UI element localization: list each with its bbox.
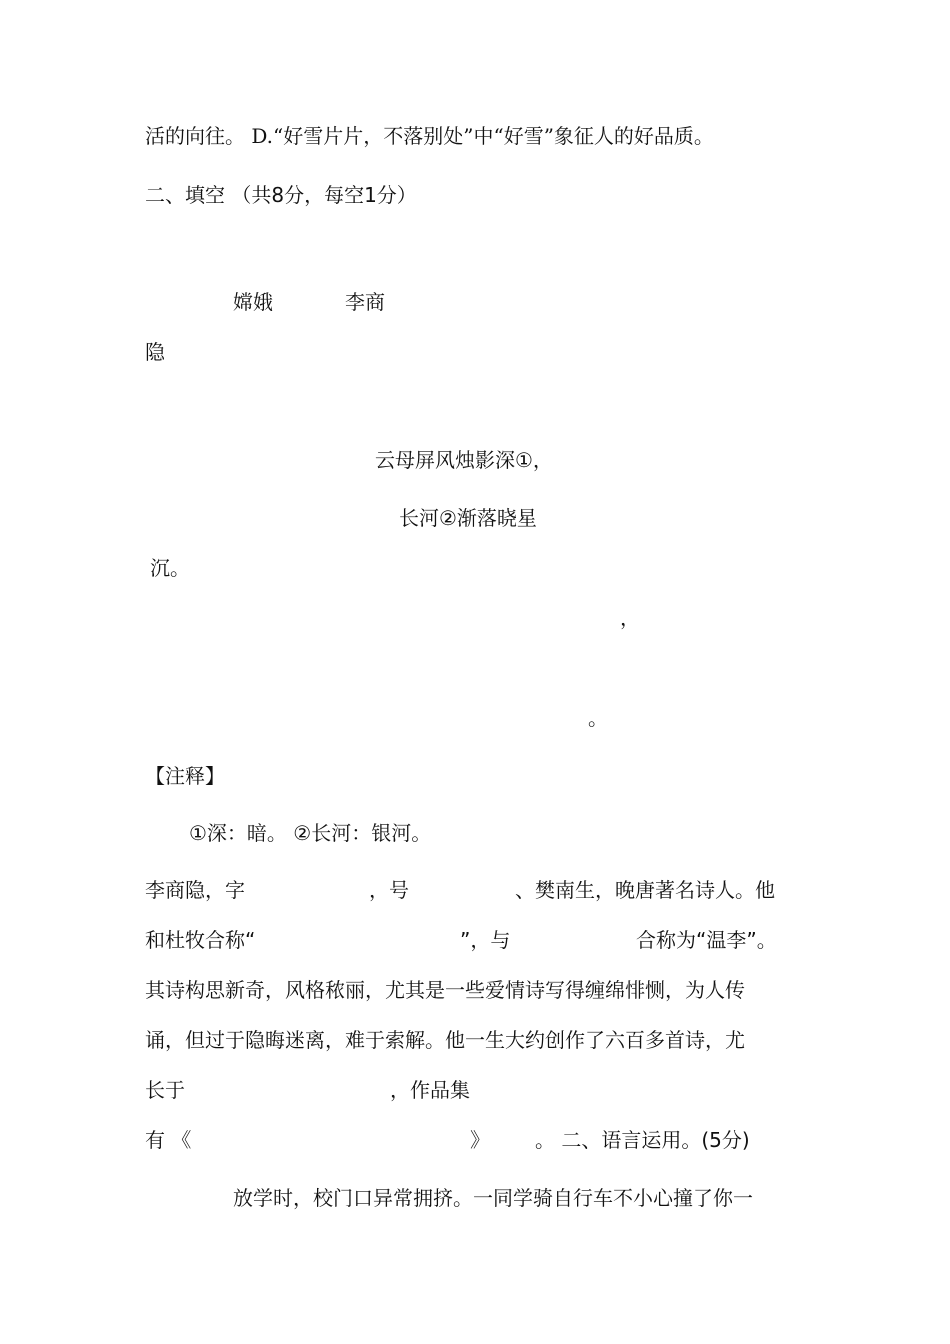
bio-line-1a: 李商隐，字 bbox=[145, 878, 245, 902]
poem-author-part-1: 李商 bbox=[345, 290, 385, 314]
notes-content: ①深：暗。 ②长河：银河。 bbox=[189, 821, 432, 845]
bio-line-3: 其诗构思新奇，风格秾丽，尤其是一些爱情诗写得缠绵悱恻，为人传 bbox=[145, 978, 745, 1002]
poem-title: 嫦娥 bbox=[233, 290, 273, 314]
poem-line-1: 云母屏风烛影深①， bbox=[375, 448, 553, 472]
bio-line-5b: ，作品集 bbox=[390, 1078, 470, 1102]
notes-heading: 【注释】 bbox=[145, 764, 225, 788]
bio-line-4: 诵，但过于隐晦迷离，难于索解。他一生大约创作了六百多首诗，尤 bbox=[145, 1028, 745, 1052]
text-line-option-d: 活的向往。 D.“好雪片片，不落别处”中“好雪”象征人的好品质。 bbox=[145, 124, 714, 148]
section-heading-fill-blank: 二、填空 （共8分，每空1分） bbox=[145, 183, 417, 207]
bio-line-1b: ，号 bbox=[369, 878, 409, 902]
poem-blank-comma: ， bbox=[620, 606, 640, 630]
poem-line-2: 长河②渐落晓星 bbox=[399, 506, 537, 530]
poem-blank-period: 。 bbox=[588, 706, 608, 730]
bio-line-2b: ”，与 bbox=[460, 928, 511, 952]
bio-line-1c: 、樊南生，晚唐著名诗人。他 bbox=[515, 878, 775, 902]
bio-line-5a: 长于 bbox=[145, 1078, 185, 1102]
poem-author-part-2: 隐 bbox=[145, 340, 165, 364]
bio-line-2c: 合称为“温李”。 bbox=[636, 928, 777, 952]
bio-line-6a: 有 《 bbox=[145, 1128, 192, 1152]
bio-line-6b: 》 bbox=[470, 1128, 490, 1152]
poem-line-2-end: 沉。 bbox=[150, 556, 190, 580]
bio-line-6c: 。 二、语言运用。(5分) bbox=[535, 1128, 750, 1152]
paragraph-language-use: 放学时，校门口异常拥挤。一同学骑自行车不小心撞了你一 bbox=[233, 1186, 753, 1210]
bio-line-2a: 和杜牧合称“ bbox=[145, 928, 256, 952]
